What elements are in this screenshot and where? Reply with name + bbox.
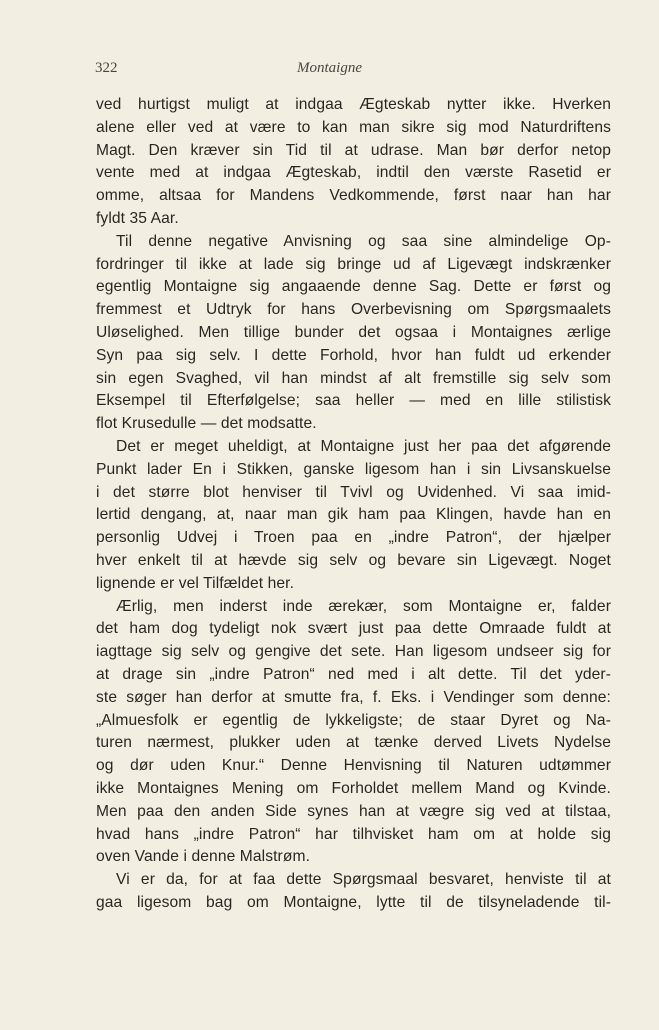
text-line: det ham dog tydeligt nok svært just paa dette Omraade fuldt at [96, 620, 611, 638]
paragraph [96, 869, 611, 915]
text-line: hvad hans „indre Patron“ har tilhvisket ham om at holde sig [96, 825, 611, 843]
text-line: ste søger han derfor at smutte fra, f. Eks. i Vendinger som denne: [96, 688, 611, 706]
text-line: lignende er vel Tilfældet her. [96, 574, 295, 592]
text-line: sin egen Svaghed, vil han mindst af alt fremstille sig selv som [96, 369, 611, 387]
text-line: flot Krusedulle — det modsatte. [96, 415, 317, 433]
text-line: og dør uden Knur.“ Denne Henvisning til Naturen udtømmer [96, 757, 611, 775]
text-line: vente med at indgaa Ægteskab, indtil den værste Rasetid er [96, 164, 611, 182]
text-line: Uløselighed. Men tillige bunder det ogsaa i Montaignes ærlige [96, 323, 611, 341]
text-line: fremmest et Udtryk for hans Overbevisning om Spørgsmaalets [96, 301, 611, 319]
text-line: fyldt 35 Aar. [96, 209, 179, 227]
text-line: fordringer til ikke at lade sig bringe ud af Ligevægt indskrænker [96, 255, 611, 273]
text-line: Det er meget uheldigt, at Montaigne just her paa det afgørende [116, 437, 611, 455]
text-line: at drage sin „indre Patron“ ned med i alt dette. Til det yder- [96, 665, 611, 683]
paragraph [96, 596, 611, 870]
text-line: Ærlig, men inderst inde ærekær, som Montaigne er, falder [116, 597, 611, 615]
text-line: egentlig Montaigne sig angaaende denne Sag. Dette er først og [96, 278, 611, 296]
text-line: hver enkelt til at hævde sig selv og bevare sin Ligevægt. Noget [96, 551, 611, 569]
text-line: omme, altsaa for Mandens Vedkommende, først naar han har [96, 187, 611, 205]
paragraph [96, 94, 611, 231]
running-title: Montaigne [297, 60, 362, 76]
text-line: Eksempel til Efterfølgelse; saa heller — med en lille stilistisk [96, 392, 611, 410]
page-number: 322 [95, 60, 118, 76]
text-line: ikke Montaignes Mening om Forholdet mellem Mand og Kvinde. [96, 779, 611, 797]
text-line: personlig Udvej i Troen paa en „indre Patron“, der hjælper [96, 529, 611, 547]
text-line: „Almuesfolk er egentlig de lykkeligste; de staar Dyret og Na- [96, 711, 611, 729]
text-line: Punkt lader En i Stikken, ganske ligesom han i sin Livsanskuelse [96, 460, 611, 478]
text-line: Men paa den anden Side synes han at vægre sig ved at tilstaa, [96, 802, 611, 820]
paragraph [96, 436, 611, 596]
page-header [0, 60, 659, 82]
text-line: iagttage sig selv og gengive det sete. Han ligesom undseer sig for [96, 643, 611, 661]
text-line: alene eller ved at være to kan man sikre sig mod Naturdriftens [96, 118, 611, 136]
text-line: oven Vande i denne Malstrøm. [96, 848, 311, 866]
text-line: ved hurtigst muligt at indgaa Ægteskab nytter ikke. Hverken [96, 96, 611, 113]
text-line: Vi er da, for at faa dette Spørgsmaal besvaret, henviste til at [116, 871, 611, 889]
text-line: Syn paa sig selv. I dette Forhold, hvor han fuldt ud erkender [96, 346, 611, 364]
paragraph [96, 231, 611, 436]
body-text [96, 94, 611, 915]
text-line: lertid dengang, at, naar man gik ham paa Klingen, havde han en [96, 506, 611, 524]
text-line: turen nærmest, plukker uden at tænke derved Livets Nydelse [96, 734, 611, 752]
text-line: Til denne negative Anvisning og saa sine almindelige Op- [116, 232, 611, 250]
text-line: Magt. Den kræver sin Tid til at udrase. Man bør derfor netop [96, 141, 611, 159]
text-line: gaa ligesom bag om Montaigne, lytte til de tilsyneladende til- [96, 893, 611, 911]
text-line: i det større blot henviser til Tvivl og Uvidenhed. Vi saa imid- [96, 483, 611, 501]
